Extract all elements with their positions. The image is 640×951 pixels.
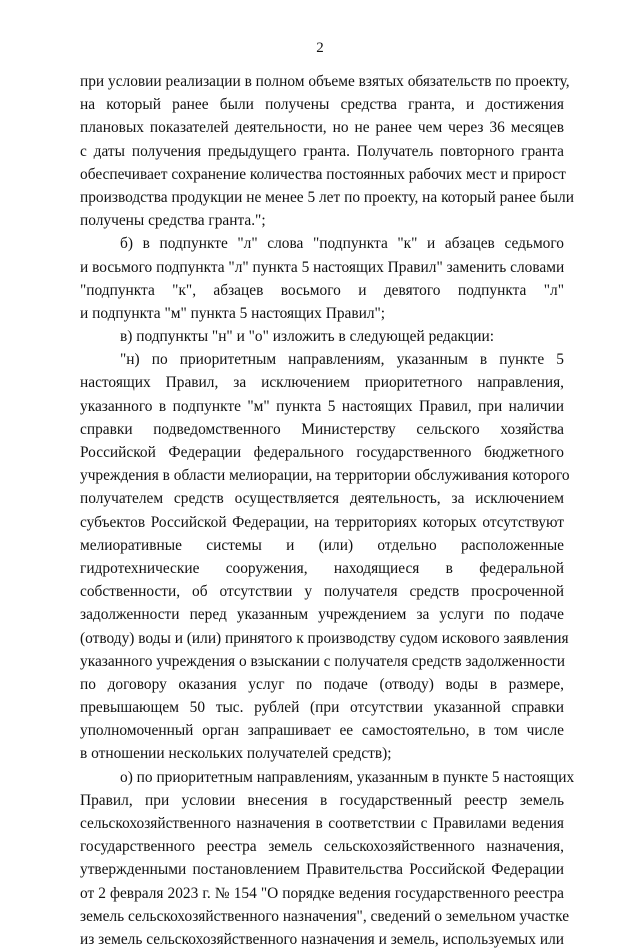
text-line: собственности, об отсутствии у получателя средств просроченной xyxy=(80,583,564,601)
text-line: б) в подпункте "л" слова "подпункта "к" и абзацев седьмого xyxy=(120,235,564,253)
text-line: обеспечивает сохранение количества постоянных рабочих мест и прирост xyxy=(80,165,566,183)
text-line: при условии реализации в полном объеме взятых обязательств по проекту, xyxy=(80,73,570,90)
text-line: "подпункта "к", абзацев восьмого и девятого подпункта "л" xyxy=(80,281,564,299)
text-line: о) по приоритетным направлениям, указанным в пункте 5 настоящих xyxy=(120,768,575,786)
text-line: гидротехнические сооружения, находящиеся в федеральной xyxy=(80,559,564,577)
text-line: государственного реестра земель сельскохозяйственного назначения, xyxy=(80,838,564,856)
text-line: мелиоративные системы и (или) отдельно расположенные xyxy=(80,536,564,554)
document-body xyxy=(80,70,575,951)
text-line: от 2 февраля 2023 г. № 154 "О порядке ведения государственного реестра xyxy=(80,884,564,902)
page-number: 2 xyxy=(316,40,324,56)
text-line: земель сельскохозяйственного назначения", сведений о земельном участке xyxy=(80,907,570,925)
text-line: получены средства гранта."; xyxy=(80,212,266,230)
text-line: и подпункта "м" пункта 5 настоящих Правил"; xyxy=(80,304,386,322)
text-line: указанного учреждения о взыскании с получателя средств задолженности xyxy=(80,652,565,670)
text-line: уполномоченный орган запрашивает ее самостоятельно, в том числе xyxy=(80,722,564,740)
text-line: на который ранее были получены средства гранта, и достижения xyxy=(80,96,564,114)
text-line: справки подведомственного Министерству сельского хозяйства xyxy=(80,420,564,438)
text-line: плановых показателей деятельности, но не ранее чем через 36 месяцев xyxy=(80,119,564,137)
text-line: сельскохозяйственного назначения в соответствии с Правилами ведения xyxy=(80,815,564,832)
text-line: и восьмого подпункта "л" пункта 5 настоящих Правил" заменить словами xyxy=(80,258,565,276)
text-line: с даты получения предыдущего гранта. Получатель повторного гранта xyxy=(80,142,564,160)
text-line: утвержденными постановлением Правительства Российской Федерации xyxy=(80,861,564,879)
text-line: указанного в подпункте "м" пункта 5 настоящих Правил, при наличии xyxy=(80,397,564,415)
text-line: учреждения в области мелиорации, на территории обслуживания которого xyxy=(80,467,570,485)
text-line: Правил, при условии внесения в государственный реестр земель xyxy=(80,791,564,809)
text-line: превышающем 50 тыс. рублей (при отсутствии указанной справки xyxy=(80,699,564,717)
text-line: получателем средств осуществляется деятельность, за исключением xyxy=(80,490,564,508)
text-line: Российской Федерации федерального государственного бюджетного xyxy=(80,444,564,461)
text-line: настоящих Правил, за исключением приоритетного направления, xyxy=(80,374,564,392)
text-line: субъектов Российской Федерации, на территориях которых отсутствуют xyxy=(80,513,564,531)
text-line: производства продукции не менее 5 лет по проекту, на который ранее были xyxy=(80,188,574,206)
text-line: (отводу) воды и (или) принятого к производству судом искового заявления xyxy=(80,629,569,647)
text-line: из земель сельскохозяйственного назначения и земель, используемых или xyxy=(80,930,564,948)
text-line: в) подпункты "н" и "о" изложить в следующей редакции: xyxy=(120,328,495,346)
text-line: в отношении нескольких получателей средств); xyxy=(80,745,392,763)
text-line: задолженности перед указанным учреждением за услуги по подаче xyxy=(80,606,564,624)
text-line: "н) по приоритетным направлениям, указанным в пункте 5 xyxy=(120,351,564,369)
text-line: по договору оказания услуг по подаче (отводу) воды в размере, xyxy=(80,675,564,693)
